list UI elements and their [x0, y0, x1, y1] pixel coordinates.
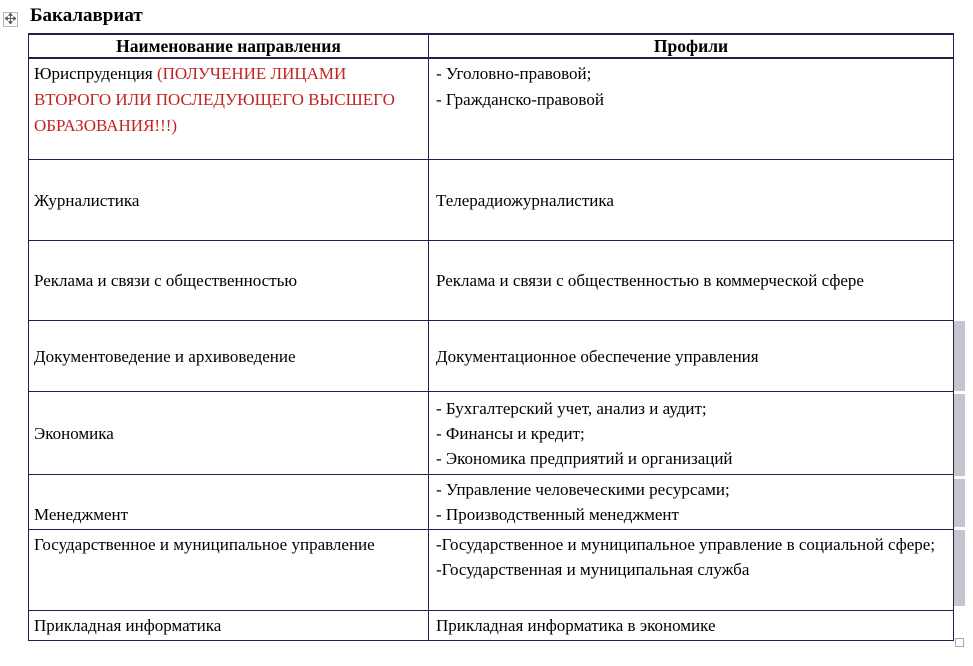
table-row [29, 241, 954, 321]
profiles-cell [429, 392, 954, 475]
table-row [29, 321, 954, 392]
column-header-profiles: Профили [429, 34, 954, 58]
table-row [29, 475, 954, 530]
direction-cell [29, 160, 429, 241]
table-row [29, 392, 954, 475]
direction-cell [29, 611, 429, 641]
direction-name: Документоведение и архивоведение [34, 346, 296, 366]
profile-item: -Государственное и муниципальное управление в социальной сфере; [436, 535, 936, 554]
scrollbar-segment [954, 479, 965, 527]
direction-name: Прикладная информатика [34, 616, 222, 635]
table-move-handle[interactable] [3, 12, 18, 27]
table-header-row [29, 34, 954, 58]
direction-cell [29, 58, 429, 160]
profile-item: - Производственный менеджмент [436, 505, 679, 524]
profile-item: - Управление человеческими ресурсами; [436, 480, 730, 499]
profile-item: Прикладная информатика в экономике [436, 616, 716, 635]
move-arrows-icon [5, 11, 16, 29]
table-resize-handle[interactable] [955, 638, 964, 647]
direction-name: Государственное и муниципальное управление [34, 535, 375, 554]
profiles-cell [429, 58, 954, 160]
profile-item: - Экономика предприятий и организаций [436, 448, 733, 468]
profile-item: - Финансы и кредит; [436, 423, 585, 443]
profile-item: -Государственная и муниципальная служба [436, 560, 750, 579]
direction-name: Экономика [34, 423, 114, 443]
direction-cell [29, 475, 429, 530]
profiles-cell [429, 475, 954, 530]
table-row [29, 611, 954, 641]
profile-item: - Гражданско-правовой [436, 90, 604, 109]
direction-cell [29, 530, 429, 611]
column-header-direction: Наименование направления [29, 34, 429, 58]
profile-item: Телерадиожурналистика [436, 190, 614, 210]
table-row [29, 530, 954, 611]
scrollbar-segment [954, 321, 965, 391]
profile-item: Реклама и связи с общественностью в коммерческой сфере [436, 271, 864, 290]
page-title: Бакалавриат [30, 5, 143, 26]
direction-cell [29, 241, 429, 321]
profiles-cell [429, 321, 954, 392]
profiles-cell [429, 530, 954, 611]
direction-name: Менеджмент [34, 505, 129, 524]
direction-name: Юриспруденция [34, 64, 157, 83]
direction-cell [29, 392, 429, 475]
profile-item: - Бухгалтерский учет, анализ и аудит; [436, 398, 707, 418]
direction-warning-text: (ПОЛУЧЕНИЕ ЛИЦАМИ ВТОРОГО ИЛИ ПОСЛЕДУЮЩЕГО ВЫСШЕГО ОБРАЗОВАНИЯ!!!) [34, 64, 395, 135]
direction-cell [29, 321, 429, 392]
direction-name: Реклама и связи с общественностью [34, 271, 298, 290]
profiles-cell [429, 611, 954, 641]
profile-item: Документационное обеспечение управления [436, 346, 759, 366]
direction-name: Журналистика [34, 190, 140, 210]
scrollbar-segment [954, 394, 965, 476]
profiles-cell [429, 160, 954, 241]
table-row [29, 58, 954, 160]
programs-table [28, 33, 954, 641]
profile-item: - Уголовно-правовой; [436, 64, 592, 83]
profiles-cell [429, 241, 954, 321]
table-row [29, 160, 954, 241]
scrollbar-segment [954, 530, 965, 606]
